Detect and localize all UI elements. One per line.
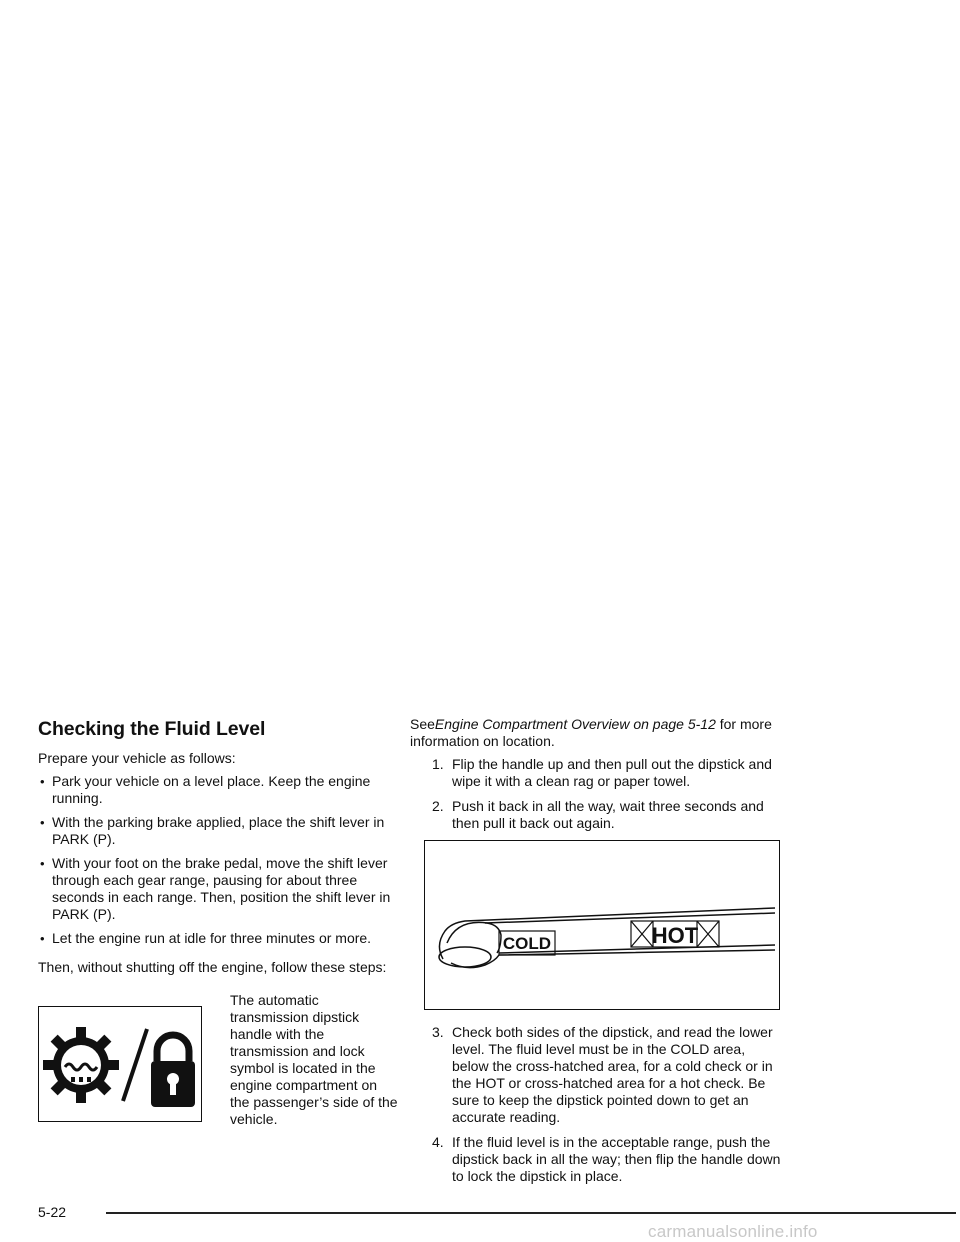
preparation-list	[38, 773, 398, 947]
page-number: 5-22	[38, 1204, 67, 1220]
intro-text: Prepare your vehicle as follows:	[38, 750, 236, 766]
steps-list-second	[410, 1024, 782, 1185]
list-item: • With your foot on the brake pedal, move the shift lever through each gear range, pausing for about three seconds in each range. Then, position the shift lever in PARK (P).	[40, 855, 391, 922]
cold-zone	[499, 931, 555, 955]
bullet-icon: •	[40, 931, 45, 946]
steps-intro-text: Then, without shutting off the engine, follow these steps:	[38, 959, 387, 975]
cross-reference-text: SeeEngine Compartment Overview on page 5-12 for more information on location.	[410, 716, 772, 749]
bullet-icon: •	[40, 774, 45, 789]
lock-icon	[151, 1035, 195, 1107]
list-item: • Park your vehicle on a level place. Keep the engine running.	[40, 773, 371, 806]
cross-reference-link[interactable]: Engine Compartment Overview on page 5-12	[434, 716, 716, 732]
hot-zone-cross-hatched	[631, 921, 719, 948]
hot-label: HOT	[651, 923, 699, 948]
slash-divider	[123, 1029, 147, 1101]
list-item: • With the parking brake applied, place the shift lever in PARK (P).	[40, 814, 385, 847]
left-column	[38, 718, 398, 1132]
bullet-icon: •	[40, 856, 45, 871]
list-item: • Let the engine run at idle for three minutes or more.	[40, 930, 372, 946]
list-item: 3. Check both sides of the dipstick, and read the lower level. The fluid level must be in the COLD area, below the cross-hatched area, for a cold check or in the HOT or cross-hatched area for a hot check. Be sure to keep the dipstick pointed down to get an accurate reading.	[432, 1024, 773, 1125]
figure-caption: The automatic transmission dipstick handle with the transmission and lock symbol is located in the engine compartment on the passenger’s side of the vehicle.	[230, 992, 398, 1127]
watermark-text: carmanualsonline.info	[648, 1222, 818, 1241]
cold-label: COLD	[502, 934, 552, 953]
steps-list-first	[410, 756, 782, 832]
list-item: 2. Push it back in all the way, wait three seconds and then pull it back out again.	[432, 798, 764, 831]
transmission-gear-icon	[43, 1027, 119, 1103]
footer-rule	[106, 1212, 956, 1214]
dipstick-figure	[424, 840, 780, 1010]
list-item: 1. Flip the handle up and then pull out the dipstick and wipe it with a clean rag or paper towel.	[432, 756, 772, 789]
list-item: 4. If the fluid level is in the acceptable range, push the dipstick back in all the way; then flip the handle down to lock the dipstick in place.	[432, 1134, 781, 1184]
section-heading: Checking the Fluid Level	[38, 718, 266, 740]
bullet-icon: •	[40, 815, 45, 830]
figure-row	[38, 992, 398, 1132]
transmission-lock-symbol-figure	[38, 1006, 202, 1122]
right-column	[410, 716, 782, 1193]
